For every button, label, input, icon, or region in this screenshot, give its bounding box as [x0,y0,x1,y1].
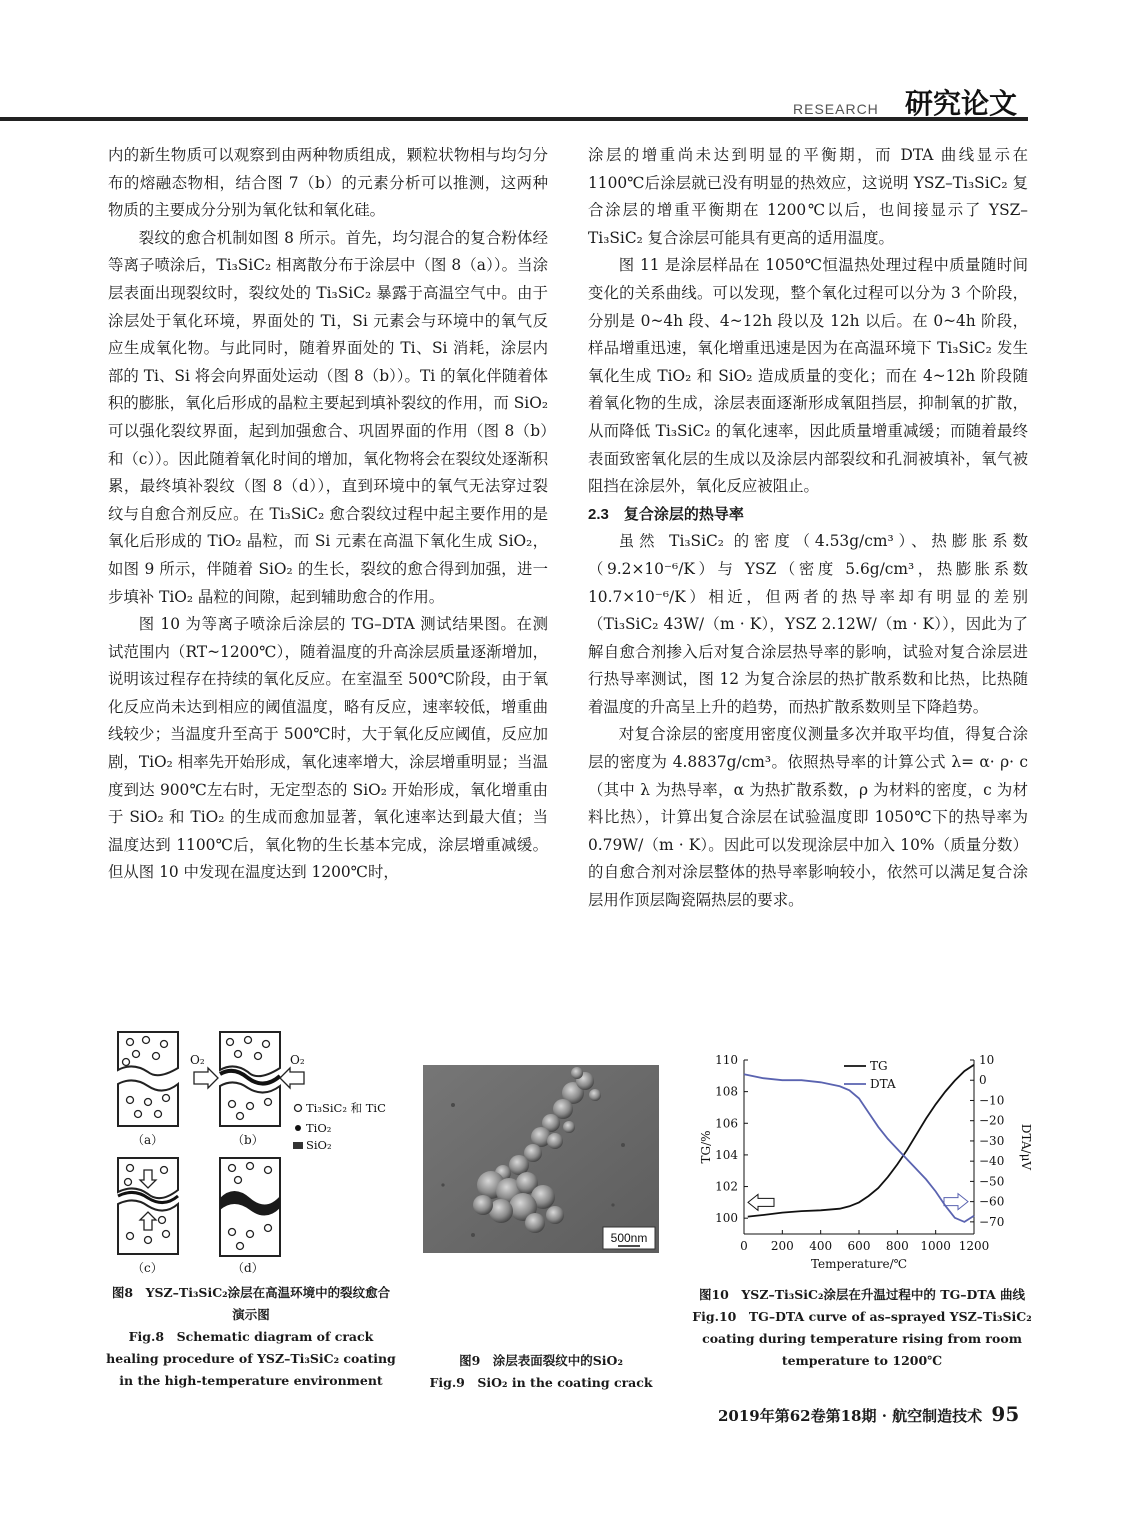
panel-label: （c） [132,1261,163,1275]
section-label-cn: 研究论文 [905,87,1018,120]
fig9-sem-image [423,1065,659,1253]
fig8-panel-c [118,1158,178,1254]
series-line-tg [748,1065,974,1217]
caption-en: Fig.10 TG–DTA curve of as–sprayed YSZ–Ti₃SiC₂ coating during temperature rising from room temperature to 1200℃ [692,1309,1032,1368]
x-tick-label: 200 [770,1239,794,1253]
y2-tick-label: −50 [979,1174,1005,1189]
y-tick-label: 106 [715,1116,738,1131]
page-number: 95 [991,1402,1020,1426]
arrow-icon [194,1068,218,1088]
fig8-panel-b [220,1032,280,1126]
fig9-caption [423,1350,659,1394]
fig10-tg-dta-chart [696,1048,1036,1276]
section-heading: 2.3 复合涂层的热导率 [588,505,744,523]
paragraph: 涂层的增重尚未达到明显的平衡期，而 DTA 曲线显示在 1100℃后涂层就已没有明显的热效应，这说明 YSZ–Ti₃SiC₂ 复合涂层的增重平衡期在 1200℃以后，也间接显示了 YSZ–Ti₃SiC₂ 复合涂层可能具有更高的适用温度。 [588,146,1028,247]
y-tick-label: 110 [715,1053,738,1067]
fig8-schematic [108,1028,408,1278]
o2-label: O₂ [190,1053,205,1067]
legend-marker [295,1125,301,1131]
legend-label: DTA [870,1077,896,1091]
section-label-en: RESEARCH [793,101,879,117]
y2-tick-label: −10 [979,1093,1005,1108]
paragraph: 图 10 为等离子喷涂后涂层的 TG–DTA 测试结果图。在测试范围内（RT~1200℃），随着温度的升高涂层质量逐渐增加，说明该过程存在持续的氧化反应。在室温至 500℃阶段，由于氧化反应尚未达到相应的阈值温度，略有反应，速率较低，增重曲线较少；当温度升至高于 500℃时，大于氧化反应阈值，反应加剧，TiO₂ 相率先开始形成，氧化速率增大，涂层增重明显；当温度到达 900℃左右时，无定型态的 SiO₂ 开始形成，氧化增重由于 SiO₂ 和 TiO₂ 的生成而愈加显著，氧化速率达到最大值；当温度达到 1100℃后，氧化物的生长基本完成，涂层增重减缓。但从图 10 中发现在温度达到 1200℃时， [108,615,548,882]
y2-axis-title: DTA/μV [1019,1123,1033,1171]
y-tick-label: 100 [715,1211,738,1226]
left-column [108,142,548,887]
header-rule [0,117,1028,121]
legend-label: TiO₂ [306,1121,332,1135]
x-axis-title: Temperature/℃ [810,1257,908,1271]
x-tick-label: 400 [809,1239,833,1253]
x-tick-label: 800 [885,1239,909,1253]
paragraph: 裂纹的愈合机制如图 8 所示。首先，均匀混合的复合粉体经等离子喷涂后，Ti₃SiC₂ 相离散分布于涂层中（图 8（a））。当涂层表面出现裂纹时，裂纹处的 Ti₃SiC₂ 暴露于高温空气中。由于涂层处于氧化环境，界面处的 Ti，Si 元素会与环境中的氧气反应生成氧化物。与此同时，随着界面处的 Ti、Si 消耗，涂层内部的 Ti、Si 将会向界面处运动（图 8（b））。Ti 的氧化伴随着体积的膨胀，氧化后形成的晶粒主要起到填补裂纹的作用，而 SiO₂ 可以强化裂纹界面，起到加强愈合、巩固界面的作用（图 8（b）和（c））。因此随着氧化时间的增加，氧化物将会在裂纹处逐渐积累，最终填补裂纹（图 8（d）），直到环境中的氧气无法穿过裂纹与自愈合剂反应。在 Ti₃SiC₂ 愈合裂纹过程中起主要作用的是氧化后形成的 TiO₂ 晶粒，而 Si 元素在高温下氧化生成 SiO₂，如图 9 所示，伴随着 SiO₂ 的生长，裂纹的愈合得到加强，进一步填补 TiO₂ 晶粒的间隙，起到辅助愈合的作用。 [108,228,548,606]
journal-info: 2019年第62卷第18期 · 航空制造技术 [718,1407,983,1425]
y2-tick-label: −60 [979,1194,1005,1209]
y2-tick-label: −40 [979,1154,1005,1169]
page-footer [718,1402,1019,1426]
x-tick-label: 0 [740,1239,748,1253]
legend-marker [293,1142,303,1149]
y2-tick-label: −20 [979,1113,1005,1128]
x-tick-label: 1200 [958,1239,990,1253]
caption-cn: 图9 涂层表面裂纹中的SiO₂ [459,1353,623,1368]
fig10-caption [690,1284,1034,1372]
panel-label: （a） [132,1133,164,1147]
panel-label: （d） [232,1261,264,1275]
y2-tick-label: −30 [979,1133,1005,1148]
x-tick-label: 600 [847,1239,871,1253]
caption-cn: 图10 YSZ–Ti₃SiC₂涂层在升温过程中的 TG–DTA 曲线 [698,1287,1026,1302]
caption-en: Fig.8 Schematic diagram of crack healing procedure of YSZ–Ti₃SiC₂ coating in the high-temperature environment [106,1329,396,1388]
y-tick-label: 104 [715,1147,738,1162]
fig8-panel-a [118,1032,178,1126]
x-tick-label: 1000 [920,1239,951,1253]
y2-tick-label: −70 [979,1214,1005,1229]
scale-bar-label: 500nm [610,1231,648,1245]
arrow-left-icon [748,1194,774,1210]
legend-label: TG [870,1059,888,1073]
paragraph: 内的新生物质可以观察到由两种物质组成，颗粒状物相与均匀分布的熔融态物相，结合图 7（b）的元素分析可以推测，这两种物质的主要成分分别为氧化钛和氧化硅。 [108,146,548,220]
fig8-panel-d [220,1158,280,1256]
legend-marker [295,1105,302,1112]
y-tick-label: 102 [715,1179,738,1194]
paragraph: 虽然 Ti₃SiC₂ 的密度（4.53g/cm³）、热膨胀系数（9.2×10⁻⁶/K）与 YSZ（密度 5.6g/cm³，热膨胀系数 10.7×10⁻⁶/K）相近，但两者的热导率却有明显的差别（Ti₃SiC₂ 43W/（m · K），YSZ 2.12W/（m · K）），因此为了解自愈合剂掺入后对复合涂层热导率的影响，试验对复合涂层进行热导率测试，图 12 为复合涂层的热扩散系数和比热，比热随着温度的升高呈上升的趋势，而热扩散系数则呈下降趋势。 [588,532,1028,716]
y2-tick-label: 10 [979,1053,995,1067]
caption-cn: 图8 YSZ–Ti₃SiC₂涂层在高温环境中的裂纹愈合演示图 [111,1285,391,1322]
legend-label: SiO₂ [306,1138,332,1152]
y2-tick-label: 0 [979,1073,987,1088]
y-tick-label: 108 [715,1084,738,1099]
y-axis-title: TG/% [699,1130,713,1164]
caption-en: Fig.9 SiO₂ in the coating crack [429,1375,653,1390]
series-line-dta [744,1074,974,1222]
fig8-caption [106,1282,396,1392]
paragraph: 图 11 是涂层样品在 1050℃恒温热处理过程中质量随时间变化的关系曲线。可以发现，整个氧化过程可以分为 3 个阶段，分别是 0~4h 段、4~12h 段以及 12h 以后。在 0~4h 阶段，样品增重迅速，氧化增重迅速是因为在高温环境下 Ti₃SiC₂ 发生氧化生成 TiO₂ 和 SiO₂ 造成质量的变化；而在 4~12h 阶段随着氧化物的生成，涂层表面逐渐形成氧阻挡层，抑制氧的扩散，从而降低 Ti₃SiC₂ 的氧化速率，因此质量增重减缓；而随着最终表面致密氧化层的生成以及涂层内部裂纹和孔洞被填补，氧气被阻挡在涂层外，氧化反应被阻止。 [588,256,1028,496]
panel-label: （b） [232,1133,264,1147]
paragraph: 对复合涂层的密度用密度仪测量多次并取平均值，得复合涂层的密度为 4.8837g/cm³。依照热导率的计算公式 λ= α· ρ· c（其中 λ 为热导率，α 为热扩散系数，ρ 为材料的密度，c 为材料比热），计算出复合涂层在试验温度即 1050℃下的热导率为 0.79W/（m · K）。因此可以发现涂层中加入 10%（质量分数）的自愈合剂对涂层整体的热导率影响较小，依然可以满足复合涂层用作顶层陶瓷隔热层的要求。 [588,725,1028,910]
arrow-icon [280,1068,304,1088]
fig8-legend [293,1101,386,1152]
o2-label: O₂ [290,1053,305,1067]
legend-label: Ti₃SiC₂ 和 TiC [306,1101,386,1115]
right-column [588,142,1028,915]
